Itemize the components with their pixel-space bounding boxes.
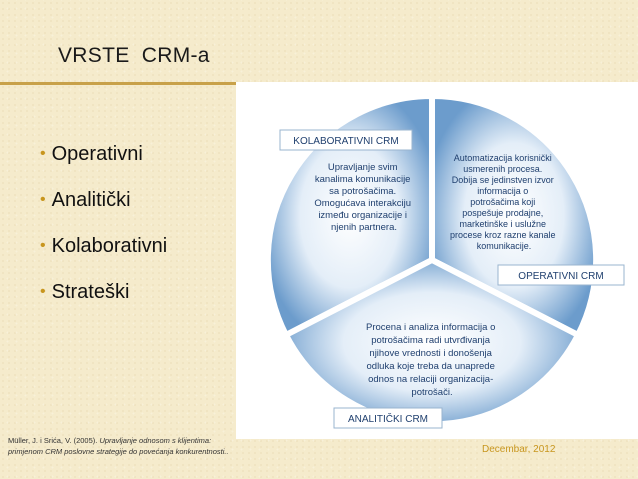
text-analiticki: Procena i analiza informacija o potrošačima radi utvrđivanja njihove vrednosti i donošenja odluka koje treba da unaprede odnos na relaciji organizacija- potrošači.: [365, 322, 496, 398]
text-kolaborativni: Upravljanje svim kanalima komunikacije sa potrošačima. Omogućava interakciju između organizacije i njenih partnera.: [314, 162, 411, 233]
bullet-list: [40, 140, 167, 324]
bullet-dot-icon: •: [40, 237, 46, 254]
bullet-dot-icon: •: [40, 283, 46, 300]
crm-diagram: [236, 82, 638, 439]
bullet-item: • Operativni: [40, 140, 167, 186]
label-operativni: [498, 265, 624, 285]
slide-title: VRSTE CRM-a: [58, 44, 210, 67]
svg-text:ANALITIČKI CRM: ANALITIČKI CRM: [347, 414, 429, 425]
slide-date: Decembar, 2012: [482, 444, 556, 455]
text-operativni: Automatizacija korisnički usmerenih procesa. Dobija se jedinstven izvor informacija o potrošačima koji pospešuje prodajne, marketinške i uslužne procese kroz razne kanale komunikacije.: [449, 153, 556, 251]
bullet-dot-icon: •: [40, 191, 46, 208]
label-kolaborativni: [280, 130, 412, 150]
label-analiticki: [334, 408, 442, 428]
svg-text:KOLABORATIVNI CRM: KOLABORATIVNI CRM: [293, 136, 399, 147]
bullet-item: • Kolaborativni: [40, 232, 167, 278]
svg-text:OPERATIVNI CRM: OPERATIVNI CRM: [518, 271, 604, 282]
citation-footnote: Müller, J. i Srića, V. (2005). Upravljanje odnosom s klijentima: primjenom CRM poslovne strategije do povećanja konkurentnosti..: [8, 436, 229, 456]
bullet-item: • Analitički: [40, 186, 167, 232]
bullet-item: • Strateški: [40, 278, 167, 324]
bullet-dot-icon: •: [40, 145, 46, 162]
